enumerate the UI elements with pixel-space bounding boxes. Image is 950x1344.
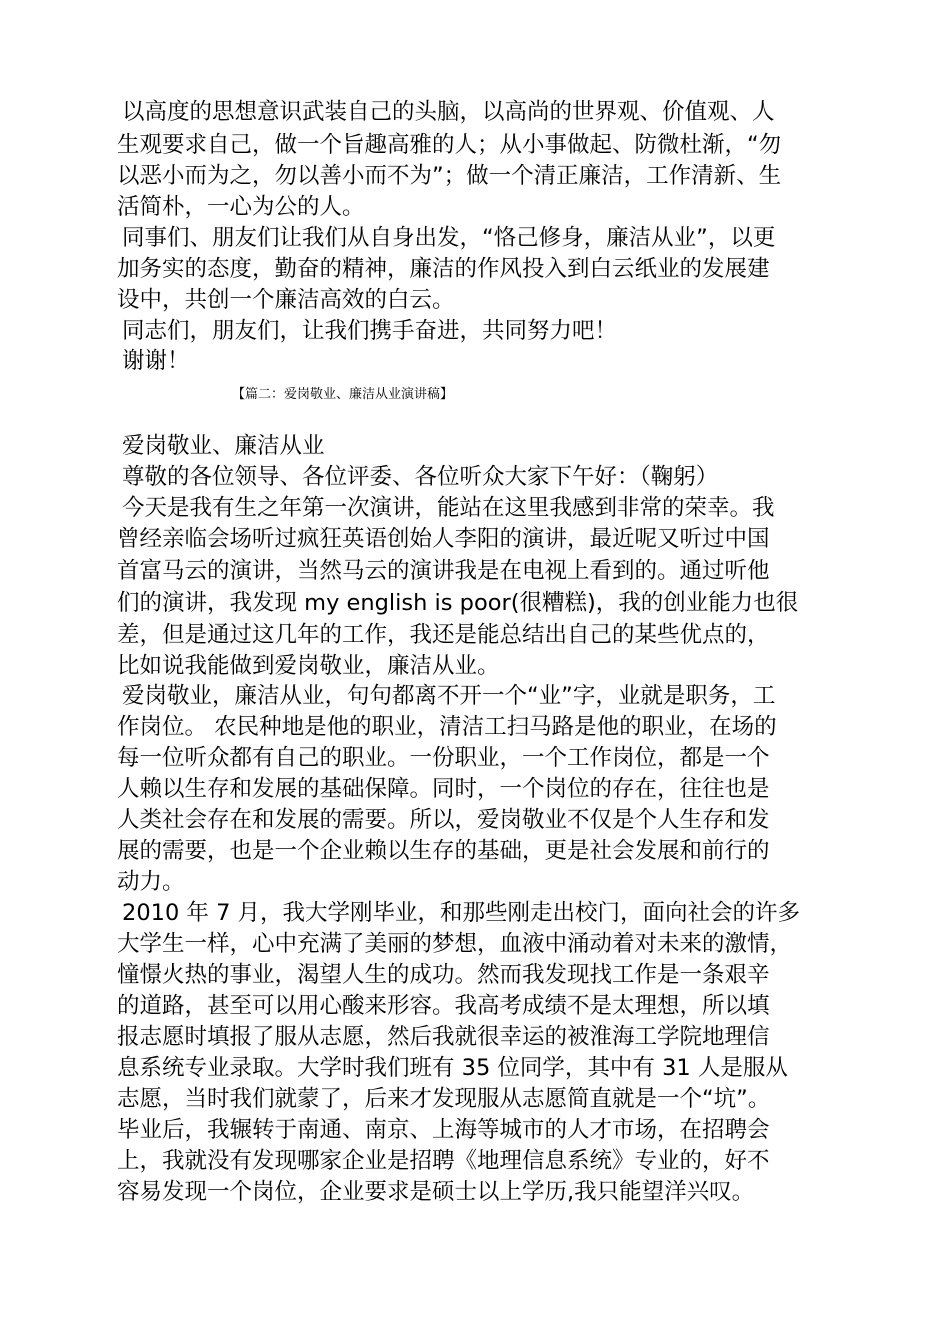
greeting-line: 尊敬的各位领导、各位评委、各位听众大家下午好：（鞠躬） [122, 464, 719, 490]
text-line: 上，我就没有发现哪家企业是招聘《地理信息系统》专业的，好不 [117, 1148, 770, 1174]
text-line: 容易发现一个岗位，企业要求是硕士以上学历,我只能望洋兴叹。 [117, 1179, 755, 1205]
text-line: 生观要求自己，做一个旨趣高雅的人；从小事做起、防微杜渐，“勿 [117, 132, 782, 158]
text-line: 2010 年 7 月，我大学刚毕业，和那些刚走出校门，面向社会的许多 [122, 900, 801, 926]
text-line: 展的需要，也是一个企业赖以生存的基础，更是社会发展和前行的 [117, 838, 770, 864]
text-line: 差，但是通过这几年的工作，我还是能总结出自己的某些优点的， [117, 622, 770, 648]
text-line: 们的演讲，我发现 my english is poor(很糟糕)，我的创业能力也很 [117, 590, 799, 616]
text-line: 人赖以生存和发展的基础保障。同时，一个岗位的存在，往往也是 [117, 776, 770, 802]
section-caption: 【篇二：爱岗敬业、廉洁从业演讲稿】 [232, 387, 454, 402]
text-line: 以高度的思想意识武装自己的头脑，以高尚的世界观、价值观、人 [122, 99, 775, 125]
speech-title: 爱岗敬业、廉洁从业 [122, 433, 325, 459]
text-line: 憧憬火热的事业，渴望人生的成功。然而我发现找工作是一条艰辛 [117, 962, 770, 988]
text-line: 息系统专业录取。大学时我们班有 35 位同学，其中有 31 人是服从 [117, 1055, 788, 1081]
text-line: 设中，共创一个廉洁高效的白云。 [117, 287, 455, 313]
text-line: 曾经亲临会场听过疯狂英语创始人李阳的演讲，最近呢又听过中国 [117, 526, 770, 552]
text-line: 活简朴，一心为公的人。 [117, 194, 365, 220]
text-line: 人类社会存在和发展的需要。所以，爱岗敬业不仅是个人生存和发 [117, 807, 770, 833]
text-line: 每一位听众都有自己的职业。一份职业，一个工作岗位，都是一个 [117, 745, 770, 771]
text-line: 报志愿时填报了服从志愿，然后我就很幸运的被淮海工学院地理信 [117, 1024, 770, 1050]
text-line: 同事们、朋友们让我们从自身出发，“恪己修身，廉洁从业”，以更 [122, 225, 776, 251]
text-line: 比如说我能做到爱岗敬业，廉洁从业。 [117, 653, 500, 679]
text-line: 作岗位。 农民种地是他的职业，清洁工扫马路是他的职业，在场的 [117, 714, 777, 740]
text-line: 的道路，甚至可以用心酸来形容。我高考成绩不是太理想，所以填 [117, 993, 770, 1019]
text-line: 谢谢！ [122, 348, 190, 374]
text-line: 动力。 [117, 869, 185, 895]
text-line: 以恶小而为之，勿以善小而不为”；做一个清正廉洁，工作清新、生 [117, 163, 782, 189]
text-line: 志愿，当时我们就蒙了，后来才发现服从志愿简直就是一个“坑”。 [117, 1086, 771, 1112]
text-line: 加务实的态度，勤奋的精神，廉洁的作风投入到白云纸业的发展建 [117, 256, 770, 282]
text-line: 毕业后，我辗转于南通、南京、上海等城市的人才市场，在招聘会 [117, 1117, 770, 1143]
text-line: 首富马云的演讲，当然马云的演讲我是在电视上看到的。通过听他 [117, 558, 770, 584]
text-line: 同志们，朋友们，让我们携手奋进，共同努力吧！ [122, 318, 618, 344]
text-line: 今天是我有生之年第一次演讲，能站在这里我感到非常的荣幸。我 [122, 495, 775, 521]
text-line: 大学生一样，心中充满了美丽的梦想，血液中涌动着对未来的激情， [117, 931, 793, 957]
text-line: 爱岗敬业，廉洁从业，句句都离不开一个“业”字，业就是职务，工 [122, 683, 776, 709]
